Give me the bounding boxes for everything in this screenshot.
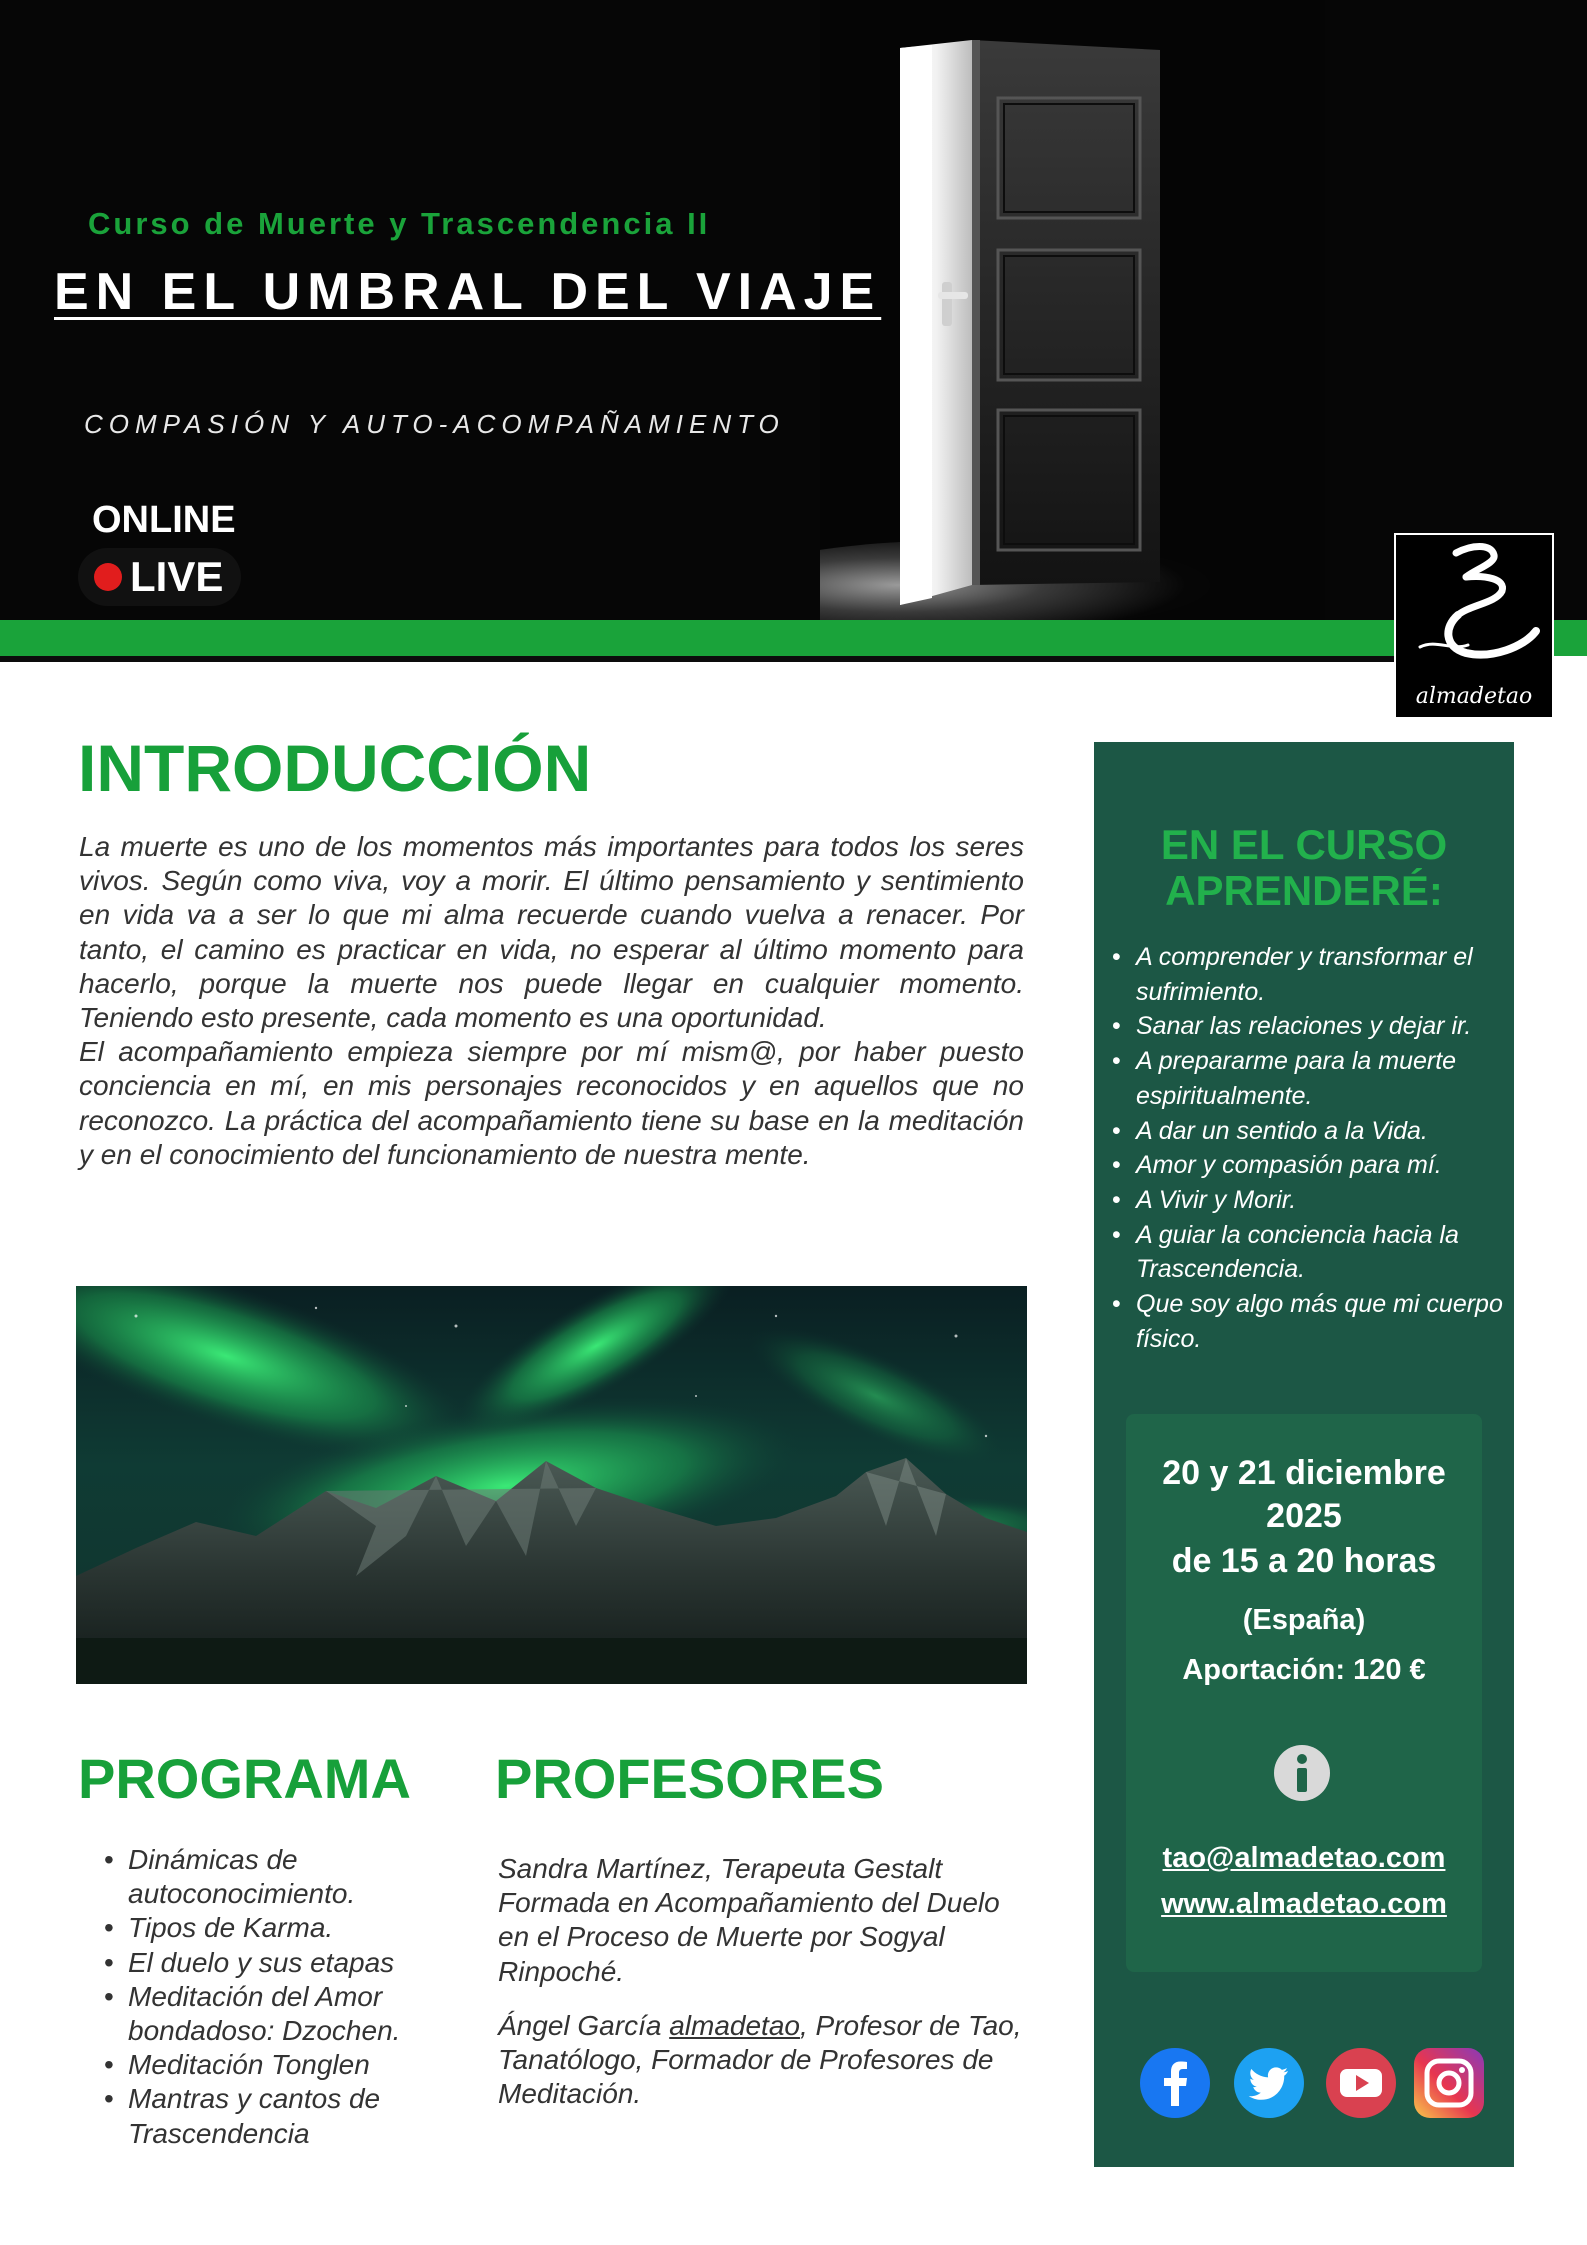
list-item: • Que soy algo más que mi cuerpo físico.: [1108, 1287, 1510, 1356]
tagline: COMPASIÓN Y AUTO-ACOMPAÑAMIENTO: [84, 409, 785, 439]
list-item: • Tipos de Karma.: [104, 1911, 504, 1945]
programa-list: [104, 1843, 504, 2151]
header-banner: [0, 0, 1587, 620]
almadetao-link[interactable]: almadetao: [669, 2009, 800, 2041]
website-link[interactable]: www.almadetao.com: [1161, 1888, 1447, 1920]
event-details-box: [1126, 1414, 1482, 1972]
info-icon: [1273, 1744, 1331, 1802]
learn-heading: [1094, 822, 1514, 914]
page-title: EN EL UMBRAL DEL VIAJE: [54, 263, 882, 321]
intro-paragraph-2: El acompañamiento empieza siempre por mí mism@, por haber puesto conciencia en mí, en mis personajes reconocidos y en aquellos que no reconozco. La práctica del acompañamiento tiene su base en la meditación y en el conocimiento del funcionamiento de nuestra mente.: [79, 1036, 1024, 1170]
live-badge: [78, 548, 241, 606]
intro-text: [79, 830, 1024, 1172]
list-item: • Dinámicas de autoconocimiento.: [104, 1843, 504, 1911]
youtube-icon[interactable]: [1326, 2048, 1396, 2118]
list-item: • A comprender y transformar el sufrimiento.: [1108, 940, 1510, 1009]
list-item: • Mantras y cantos de Trascendencia: [104, 2082, 504, 2150]
course-subtitle: Curso de Muerte y Trascendencia II: [88, 206, 711, 241]
list-item: • Meditación del Amor bondadoso: Dzochen.: [104, 1980, 504, 2048]
event-year: 2025: [1266, 1497, 1342, 1535]
aurora-mountains-image: [76, 1286, 1027, 1684]
profesores-text: [498, 1852, 1033, 2111]
live-dot-icon: [94, 563, 122, 591]
email-link[interactable]: tao@almadetao.com: [1162, 1842, 1446, 1874]
list-item: • A prepararme para la muerte espiritualmente.: [1108, 1044, 1510, 1113]
list-item: • A dar un sentido a la Vida.: [1108, 1114, 1510, 1149]
logo-text: almadetao: [1415, 684, 1533, 709]
online-label: ONLINE: [92, 499, 236, 541]
almadetao-logo: [1394, 533, 1554, 719]
instagram-icon[interactable]: [1414, 2048, 1484, 2118]
learn-list: [1108, 940, 1510, 1356]
live-label: LIVE: [130, 553, 224, 600]
learn-heading-line-2: APRENDERÉ:: [1165, 867, 1443, 914]
list-item: • El duelo y sus etapas: [104, 1946, 504, 1980]
profesor-2-name: Ángel García: [498, 2009, 670, 2041]
event-country: (España): [1242, 1604, 1366, 1636]
list-item: • A Vivir y Morir.: [1108, 1183, 1510, 1218]
event-time: de 15 a 20 horas: [1171, 1542, 1437, 1580]
intro-paragraph-1: La muerte es uno de los momentos más importantes para todos los seres vivos. Según como viva, voy a morir. El último pensamiento y sentimiento en vida va a ser lo que mi alma recuerde cuando vuelva a renacer. Por tanto, el camino es practicar en vida, no esperar al último momento para hacerlo, porque la muerte nos puede llegar en cualquier momento. Teniendo esto presente, cada momento es una oportunidad.: [79, 831, 1024, 1034]
profesor-2-description: , Profesor de Tao, Tanatólogo, Formador de Profesores de Meditación.: [498, 2009, 1022, 2110]
green-divider: [0, 620, 1587, 656]
course-info-panel: [1094, 742, 1514, 2167]
list-item: • Amor y compasión para mí.: [1108, 1148, 1510, 1183]
profesores-heading: PROFESORES: [495, 1747, 884, 1810]
open-door-image: [820, 0, 1325, 620]
profesor-1-bio: Sandra Martínez, Terapeuta Gestalt Formada en Acompañamiento del Duelo en el Proceso de Muerte por Sogyal Rinpoché.: [498, 1853, 1000, 1987]
event-price: Aportación: 120 €: [1182, 1654, 1426, 1686]
list-item: • A guiar la conciencia hacia la Trascendencia.: [1108, 1218, 1510, 1287]
list-item: • Sanar las relaciones y dejar ir.: [1108, 1009, 1510, 1044]
event-date: 20 y 21 diciembre: [1162, 1454, 1446, 1492]
profesor-2-bio: [498, 2009, 1033, 2112]
black-divider: [0, 656, 1400, 662]
twitter-icon[interactable]: [1234, 2048, 1304, 2118]
learn-heading-line-1: EN EL CURSO: [1160, 821, 1448, 868]
programa-heading: PROGRAMA: [78, 1747, 411, 1810]
facebook-icon[interactable]: [1140, 2048, 1210, 2118]
intro-heading: INTRODUCCIÓN: [78, 731, 592, 805]
list-item: • Meditación Tonglen: [104, 2048, 504, 2082]
logo-brush-icon: [1396, 535, 1552, 675]
